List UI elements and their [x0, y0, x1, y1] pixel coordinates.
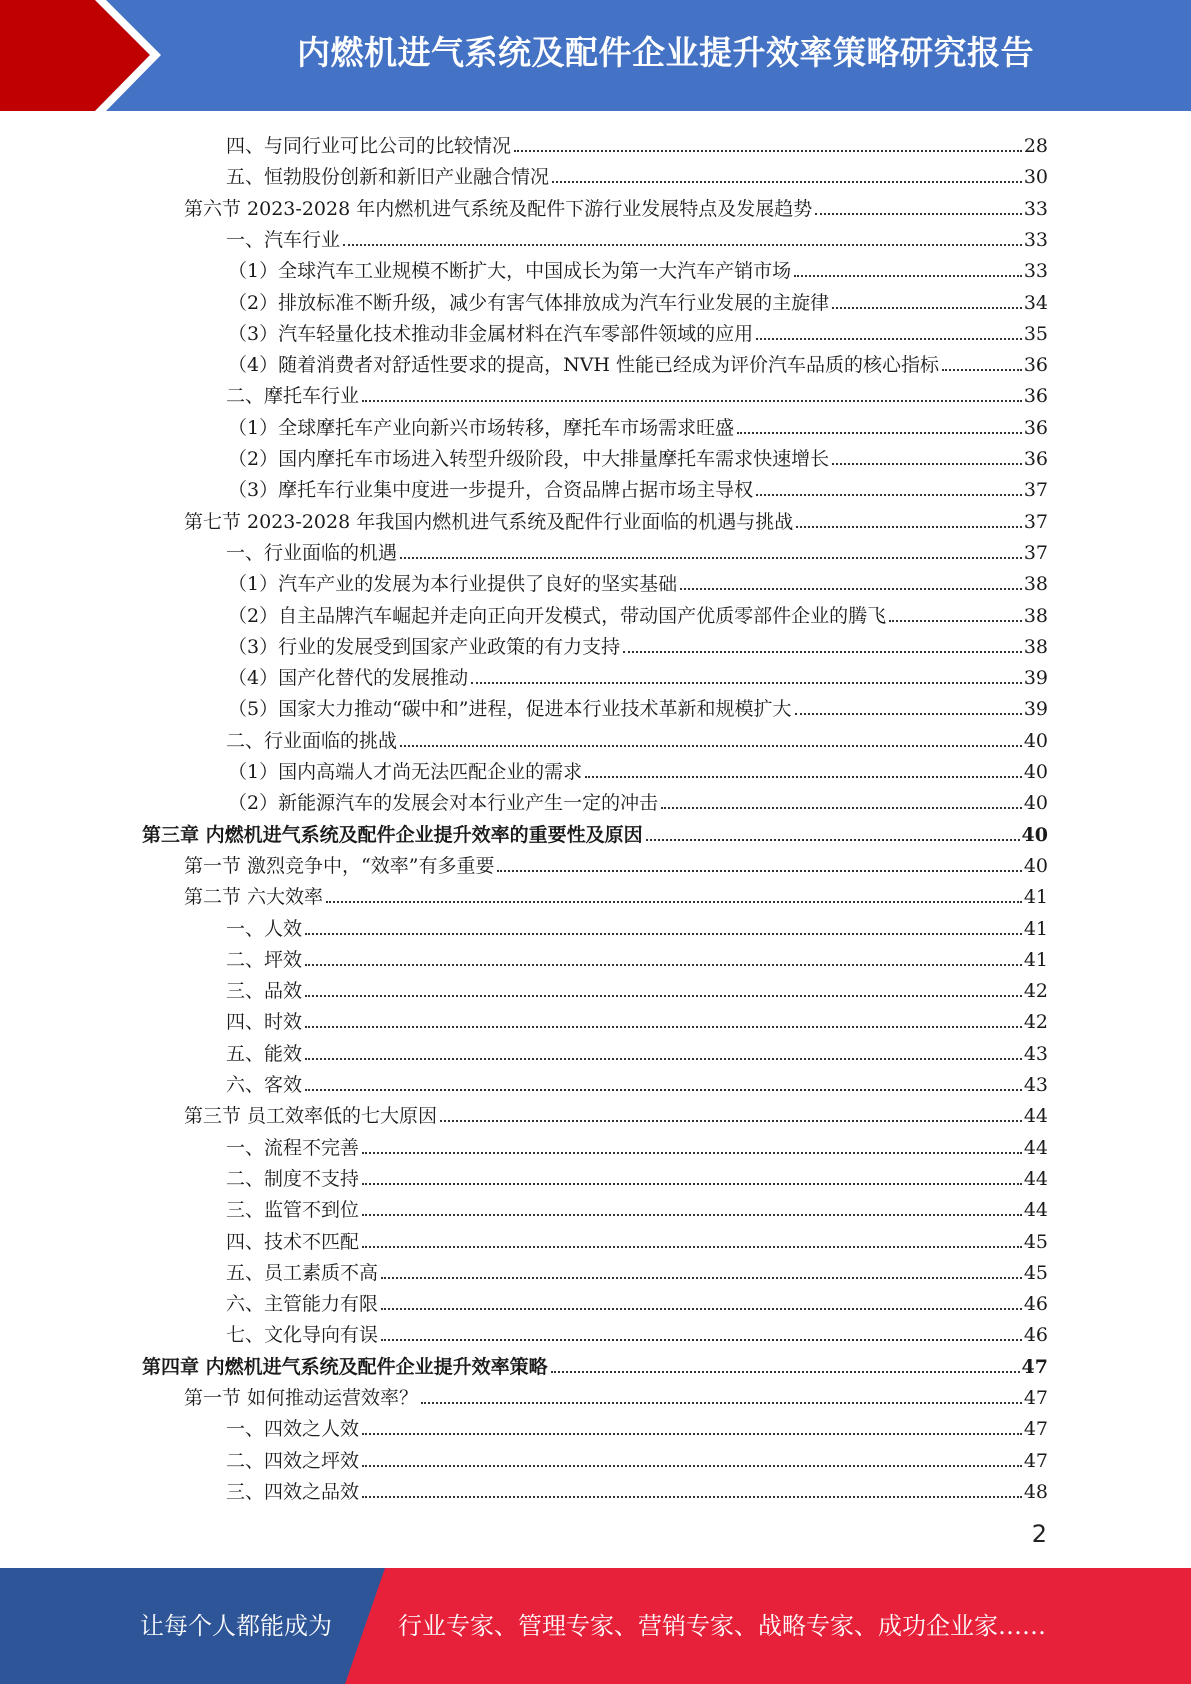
toc-dot-leader: [552, 181, 1022, 183]
toc-dot-leader: [381, 1308, 1022, 1310]
toc-dot-leader: [421, 1402, 1022, 1404]
toc-entry[interactable]: [226, 1255, 1048, 1286]
toc-entry[interactable]: [226, 222, 1048, 253]
toc-dot-leader: [471, 682, 1022, 684]
toc-entry-title: （2）国内摩托车市场进入转型升级阶段，中大排量摩托车需求快速增长: [228, 448, 830, 470]
toc-entry-title: 第七节 2023-2028 年我国内燃机进气系统及配件行业面临的机遇与挑战: [184, 510, 794, 533]
toc-entry[interactable]: [184, 848, 1048, 879]
toc-entry-title: 一、流程不完善: [226, 1136, 360, 1159]
toc-entry-page: 38: [1023, 604, 1048, 627]
toc-entry-page: 45: [1023, 1261, 1048, 1284]
toc-entry[interactable]: [228, 566, 1048, 597]
toc-entry[interactable]: [184, 1098, 1048, 1129]
toc-entry-page: 42: [1023, 1011, 1048, 1034]
toc-entry-title: 第一节 激烈竞争中，“效率”有多重要: [184, 854, 495, 877]
toc-entry-page: 42: [1023, 980, 1048, 1003]
toc-entry-title: （4）国产化替代的发展推动: [228, 667, 469, 690]
toc-entry-title: 三、品效: [226, 980, 303, 1003]
toc-entry[interactable]: [184, 504, 1048, 535]
toc-dot-leader: [585, 776, 1022, 778]
toc-entry[interactable]: [228, 253, 1048, 284]
toc-dot-leader: [343, 244, 1022, 246]
toc-entry[interactable]: [228, 316, 1048, 347]
toc-dot-leader: [362, 1496, 1022, 1498]
toc-dot-leader: [832, 307, 1022, 309]
toc-entry-title: 三、四效之品效: [226, 1480, 360, 1503]
toc-entry[interactable]: [226, 1474, 1048, 1505]
toc-entry-title: 一、四效之人效: [226, 1418, 360, 1441]
toc-entry[interactable]: [228, 598, 1048, 629]
toc-entry-page: 41: [1023, 917, 1048, 940]
page-header: [0, 0, 1191, 111]
toc-dot-leader: [942, 369, 1022, 371]
toc-entry[interactable]: [226, 128, 1048, 159]
toc-dot-leader: [646, 839, 1020, 841]
toc-dot-leader: [680, 588, 1022, 590]
toc-dot-leader: [305, 1089, 1022, 1091]
toc-entry-title: （2）新能源汽车的发展会对本行业产生一定的冲击: [228, 792, 659, 815]
toc-entry-title: 六、客效: [226, 1074, 303, 1096]
toc-entry-title: 第四章 内燃机进气系统及配件企业提升效率策略: [142, 1355, 548, 1378]
toc-entry-title: 第六节 2023-2028 年内燃机进气系统及配件下游行业发展特点及发展趋势: [184, 197, 813, 220]
toc-entry[interactable]: [226, 723, 1048, 754]
toc-dot-leader: [362, 1246, 1022, 1248]
toc-entry-title: （3）汽车轻量化技术推动非金属材料在汽车零部件领域的应用: [228, 322, 754, 345]
toc-entry-page: 47: [1023, 1418, 1048, 1441]
toc-entry-page: 47: [1023, 1387, 1048, 1409]
toc-entry-title: 一、行业面临的机遇: [226, 541, 398, 564]
toc-entry-page: 40: [1021, 823, 1048, 846]
toc-entry-title: 二、坪效: [226, 948, 303, 971]
toc-dot-leader: [623, 651, 1022, 653]
toc-entry-page: 34: [1023, 291, 1048, 314]
toc-entry-page: 44: [1023, 1199, 1048, 1222]
toc-entry-title: （2）自主品牌汽车崛起并走向正向开发模式，带动国产优质零部件企业的腾飞: [228, 604, 887, 627]
toc-entry[interactable]: [226, 1067, 1048, 1098]
toc-entry-title: （3）行业的发展受到国家产业政策的有力支持: [228, 635, 621, 658]
toc-entry-title: 二、摩托车行业: [226, 385, 360, 408]
toc-entry[interactable]: [226, 1130, 1048, 1161]
toc-entry[interactable]: [226, 378, 1048, 409]
toc-entry-page: 38: [1023, 635, 1048, 658]
toc-entry-title: 五、能效: [226, 1042, 303, 1065]
toc-entry[interactable]: [226, 973, 1048, 1004]
toc-entry-title: （1）国内高端人才尚无法匹配企业的需求: [228, 761, 583, 783]
toc-dot-leader: [326, 901, 1022, 903]
toc-entry[interactable]: [142, 817, 1048, 848]
toc-entry-title: 四、与同行业可比公司的比较情况: [226, 135, 512, 157]
toc-entry-title: 七、文化导向有误: [226, 1324, 379, 1347]
toc-entry-title: 一、汽车行业: [226, 228, 341, 251]
toc-entry-page: 40: [1023, 854, 1048, 877]
toc-dot-leader: [381, 1339, 1022, 1341]
toc-entry-page: 33: [1023, 197, 1048, 220]
toc-entry-page: 44: [1023, 1136, 1048, 1159]
toc-dot-leader: [815, 213, 1022, 215]
toc-entry[interactable]: [226, 1161, 1048, 1192]
toc-dot-leader: [514, 150, 1022, 152]
toc-entry-page: 36: [1023, 385, 1048, 408]
toc-entry-title: 五、恒勃股份创新和新旧产业融合情况: [226, 166, 550, 189]
toc-entry-title: 三、监管不到位: [226, 1199, 360, 1222]
toc-entry-title: （3）摩托车行业集中度进一步提升，合资品牌占据市场主导权: [228, 479, 754, 502]
header-red-arrow: [0, 0, 150, 111]
toc-entry-page: 36: [1023, 448, 1048, 470]
toc-entry-page: 33: [1023, 260, 1048, 283]
toc-entry-title: （4）随着消费者对舒适性要求的提高，NVH 性能已经成为评价汽车品质的核心指标: [228, 354, 940, 377]
report-title: 内燃机进气系统及配件企业提升效率策略研究报告: [297, 33, 1034, 72]
toc-entry[interactable]: [184, 1380, 1048, 1411]
toc-dot-leader: [362, 1214, 1022, 1216]
toc-dot-leader: [362, 1433, 1022, 1435]
toc-entry-page: 46: [1023, 1324, 1048, 1347]
toc-entry[interactable]: [184, 191, 1048, 222]
toc-dot-leader: [362, 1152, 1022, 1154]
toc-entry-page: 40: [1023, 761, 1048, 783]
toc-entry-title: 四、技术不匹配: [226, 1230, 360, 1253]
toc-dot-leader: [400, 557, 1022, 559]
toc-entry-page: 36: [1023, 416, 1048, 439]
toc-entry-title: 二、行业面临的挑战: [226, 729, 398, 752]
toc-entry-title: 六、主管能力有限: [226, 1293, 379, 1316]
toc-entry[interactable]: [226, 911, 1048, 942]
toc-entry-page: 40: [1023, 729, 1048, 752]
toc-dot-leader: [305, 1058, 1022, 1060]
toc-dot-leader: [305, 1026, 1022, 1028]
toc-entry[interactable]: [228, 410, 1048, 441]
toc-entry-page: 37: [1023, 541, 1048, 564]
toc-dot-leader: [551, 1371, 1020, 1373]
toc-entry-page: 39: [1023, 667, 1048, 690]
toc-entry-page: 28: [1023, 135, 1048, 157]
toc-entry-page: 47: [1021, 1355, 1048, 1378]
toc-entry-title: 二、四效之坪效: [226, 1449, 360, 1472]
toc-entry[interactable]: [228, 754, 1048, 785]
toc-entry-page: 44: [1023, 1105, 1048, 1128]
toc-dot-leader: [497, 870, 1021, 872]
toc-dot-leader: [381, 1277, 1022, 1279]
toc-entry-title: 第三章 内燃机进气系统及配件企业提升效率的重要性及原因: [142, 823, 643, 846]
toc-entry-title: （1）全球汽车工业规模不断扩大，中国成长为第一大汽车产销市场: [228, 260, 792, 283]
toc-entry-title: 第二节 六大效率: [184, 886, 324, 909]
toc-entry[interactable]: [228, 660, 1048, 691]
toc-entry[interactable]: [226, 1317, 1048, 1348]
toc-entry-title: 四、时效: [226, 1011, 303, 1034]
toc-entry[interactable]: [184, 879, 1048, 910]
toc-entry-title: （5）国家大力推动“碳中和”进程，促进本行业技术革新和规模扩大: [228, 698, 792, 721]
toc-entry[interactable]: [228, 472, 1048, 503]
toc-entry-page: 38: [1023, 573, 1048, 596]
toc-entry[interactable]: [226, 1192, 1048, 1223]
toc-dot-leader: [794, 275, 1022, 277]
toc-dot-leader: [305, 995, 1022, 997]
toc-entry-page: 41: [1023, 886, 1048, 909]
toc-entry-title: （2）排放标准不断升级，减少有害气体排放成为汽车行业发展的主旋律: [228, 291, 830, 314]
toc-dot-leader: [889, 620, 1022, 622]
toc-entry-page: 33: [1023, 228, 1048, 251]
toc-dot-leader: [400, 745, 1022, 747]
toc-dot-leader: [362, 1465, 1022, 1467]
toc-entry-page: 39: [1023, 698, 1048, 721]
toc-entry[interactable]: [226, 1443, 1048, 1474]
toc-entry[interactable]: [228, 691, 1048, 722]
toc-entry-page: 48: [1023, 1480, 1048, 1503]
toc-entry-page: 30: [1023, 166, 1048, 189]
page-number: 2: [1031, 1520, 1047, 1548]
toc-entry[interactable]: [226, 942, 1048, 973]
toc-entry-title: 第三节 员工效率低的七大原因: [184, 1105, 438, 1128]
toc-entry-page: 41: [1023, 948, 1048, 971]
toc-entry-page: 43: [1023, 1074, 1048, 1096]
toc-dot-leader: [796, 526, 1022, 528]
toc-entry[interactable]: [226, 1411, 1048, 1442]
toc-dot-leader: [661, 807, 1022, 809]
toc-entry-title: 第一节 如何推动运营效率？: [184, 1387, 419, 1409]
toc-dot-leader: [737, 432, 1022, 434]
toc-entry[interactable]: [226, 535, 1048, 566]
toc-entry[interactable]: [228, 285, 1048, 316]
toc-entry-page: 46: [1023, 1293, 1048, 1316]
toc-entry[interactable]: [228, 785, 1048, 816]
toc-entry-page: 37: [1023, 510, 1048, 533]
toc-entry-page: 45: [1023, 1230, 1048, 1253]
toc-entry-page: 44: [1023, 1167, 1048, 1190]
toc-entry-title: 二、制度不支持: [226, 1167, 360, 1190]
toc-entry[interactable]: [226, 1224, 1048, 1255]
toc-entry[interactable]: [228, 629, 1048, 660]
toc-entry-page: 37: [1023, 479, 1048, 502]
toc-entry-page: 36: [1023, 354, 1048, 377]
toc-entry[interactable]: [228, 347, 1048, 378]
toc-entry-title: 五、员工素质不高: [226, 1261, 379, 1284]
toc-entry-page: 47: [1023, 1449, 1048, 1472]
footer-slogan-right: 行业专家、管理专家、营销专家、战略专家、成功企业家……: [398, 1612, 1046, 1640]
page-footer: [0, 1568, 1191, 1684]
toc-entry-page: 35: [1023, 322, 1048, 345]
toc-entry-title: （1）全球摩托车产业向新兴市场转移，摩托车市场需求旺盛: [228, 416, 735, 439]
toc-entry[interactable]: [142, 1349, 1048, 1380]
toc-entry[interactable]: [228, 441, 1048, 472]
toc-dot-leader: [832, 463, 1022, 465]
toc-entry-page: 40: [1023, 792, 1048, 815]
footer-slogan-left: 让每个人都能成为: [140, 1612, 332, 1640]
toc-entry-page: 43: [1023, 1042, 1048, 1065]
toc-entry[interactable]: [226, 1286, 1048, 1317]
toc-dot-leader: [305, 964, 1022, 966]
toc-entry[interactable]: [226, 1036, 1048, 1067]
toc-entry-title: （1）汽车产业的发展为本行业提供了良好的坚实基础: [228, 573, 678, 596]
toc-dot-leader: [756, 494, 1022, 496]
toc-entry[interactable]: [226, 159, 1048, 190]
toc-dot-leader: [795, 713, 1022, 715]
toc-dot-leader: [362, 400, 1022, 402]
toc-dot-leader: [362, 1183, 1022, 1185]
toc-entry-title: 一、人效: [226, 917, 303, 940]
toc-entry[interactable]: [226, 1004, 1048, 1035]
toc-dot-leader: [440, 1120, 1022, 1122]
toc-dot-leader: [305, 933, 1022, 935]
toc-dot-leader: [756, 338, 1022, 340]
